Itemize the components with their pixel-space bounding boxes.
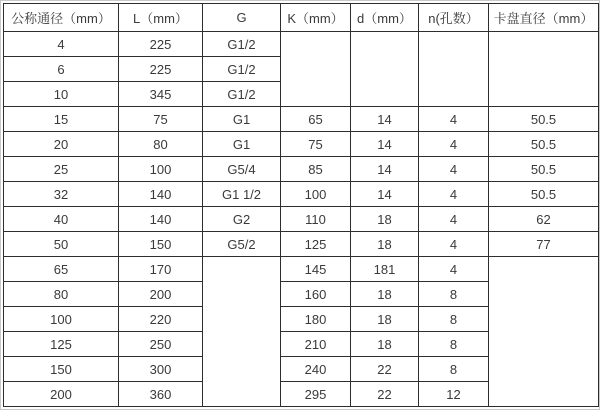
cell-dn: 4	[4, 32, 119, 57]
table-row	[4, 232, 599, 257]
cell-d: 14	[351, 107, 419, 132]
cell-l: 345	[119, 82, 203, 107]
cell-dn: 25	[4, 157, 119, 182]
cell-g: G1	[203, 132, 281, 157]
cell-d: 18	[351, 307, 419, 332]
cell-dn: 6	[4, 57, 119, 82]
cell-chuck: 50.5	[489, 182, 599, 207]
cell-n: 12	[419, 382, 489, 407]
cell-l: 220	[119, 307, 203, 332]
cell-g: G1	[203, 107, 281, 132]
cell-d: 14	[351, 132, 419, 157]
cell-l: 75	[119, 107, 203, 132]
cell-n: 4	[419, 157, 489, 182]
cell-k: 110	[281, 207, 351, 232]
merged-empty-cell-g	[203, 257, 281, 407]
cell-dn: 10	[4, 82, 119, 107]
cell-chuck: 62	[489, 207, 599, 232]
table-row	[4, 132, 599, 157]
table-row	[4, 207, 599, 232]
header-k: K（mm）	[281, 4, 351, 32]
table-row	[4, 32, 599, 57]
merged-empty-cell-chuck	[489, 32, 599, 107]
header-n-holes: n(孔数）	[419, 4, 489, 32]
cell-n: 4	[419, 107, 489, 132]
cell-dn: 15	[4, 107, 119, 132]
spec-table	[3, 3, 599, 407]
cell-n: 4	[419, 232, 489, 257]
header-nominal-diameter: 公称通径（mm）	[4, 4, 119, 32]
cell-n: 8	[419, 332, 489, 357]
cell-k: 210	[281, 332, 351, 357]
cell-d: 18	[351, 232, 419, 257]
cell-d: 14	[351, 182, 419, 207]
cell-l: 225	[119, 32, 203, 57]
cell-k: 145	[281, 257, 351, 282]
cell-k: 240	[281, 357, 351, 382]
cell-g: G5/4	[203, 157, 281, 182]
cell-chuck: 50.5	[489, 157, 599, 182]
merged-empty-cell-n	[419, 32, 489, 107]
cell-k: 100	[281, 182, 351, 207]
cell-l: 300	[119, 357, 203, 382]
table-row	[4, 157, 599, 182]
cell-d: 14	[351, 157, 419, 182]
cell-n: 4	[419, 257, 489, 282]
cell-chuck: 50.5	[489, 132, 599, 157]
cell-dn: 200	[4, 382, 119, 407]
cell-g: G5/2	[203, 232, 281, 257]
cell-g: G1/2	[203, 32, 281, 57]
table-row	[4, 182, 599, 207]
cell-n: 4	[419, 207, 489, 232]
header-l: L（mm）	[119, 4, 203, 32]
cell-n: 8	[419, 357, 489, 382]
cell-dn: 80	[4, 282, 119, 307]
cell-k: 125	[281, 232, 351, 257]
cell-dn: 125	[4, 332, 119, 357]
cell-chuck: 77	[489, 232, 599, 257]
cell-dn: 40	[4, 207, 119, 232]
cell-dn: 50	[4, 232, 119, 257]
cell-l: 360	[119, 382, 203, 407]
header-g: G	[203, 4, 281, 32]
table-row	[4, 107, 599, 132]
cell-n: 4	[419, 132, 489, 157]
cell-k: 85	[281, 157, 351, 182]
cell-l: 150	[119, 232, 203, 257]
header-row	[4, 4, 599, 32]
header-chuck-diameter: 卡盘直径（mm）	[489, 4, 599, 32]
cell-d: 18	[351, 282, 419, 307]
merged-empty-cell-d	[351, 32, 419, 107]
cell-k: 160	[281, 282, 351, 307]
cell-dn: 150	[4, 357, 119, 382]
cell-l: 170	[119, 257, 203, 282]
cell-dn: 32	[4, 182, 119, 207]
cell-k: 75	[281, 132, 351, 157]
cell-k: 65	[281, 107, 351, 132]
cell-dn: 20	[4, 132, 119, 157]
cell-g: G1/2	[203, 82, 281, 107]
cell-chuck: 50.5	[489, 107, 599, 132]
cell-dn: 65	[4, 257, 119, 282]
cell-l: 100	[119, 157, 203, 182]
cell-l: 80	[119, 132, 203, 157]
cell-dn: 100	[4, 307, 119, 332]
merged-empty-cell-k	[281, 32, 351, 107]
cell-k: 295	[281, 382, 351, 407]
cell-l: 250	[119, 332, 203, 357]
cell-l: 225	[119, 57, 203, 82]
cell-d: 22	[351, 382, 419, 407]
cell-d: 18	[351, 332, 419, 357]
cell-g: G1/2	[203, 57, 281, 82]
cell-d: 181	[351, 257, 419, 282]
cell-g: G1 1/2	[203, 182, 281, 207]
cell-l: 140	[119, 182, 203, 207]
cell-n: 8	[419, 282, 489, 307]
table-row	[4, 257, 599, 282]
merged-empty-cell-chuck	[489, 257, 599, 407]
cell-l: 200	[119, 282, 203, 307]
cell-k: 180	[281, 307, 351, 332]
cell-d: 22	[351, 357, 419, 382]
cell-l: 140	[119, 207, 203, 232]
cell-n: 8	[419, 307, 489, 332]
cell-g: G2	[203, 207, 281, 232]
cell-n: 4	[419, 182, 489, 207]
cell-d: 18	[351, 207, 419, 232]
header-d: d（mm）	[351, 4, 419, 32]
